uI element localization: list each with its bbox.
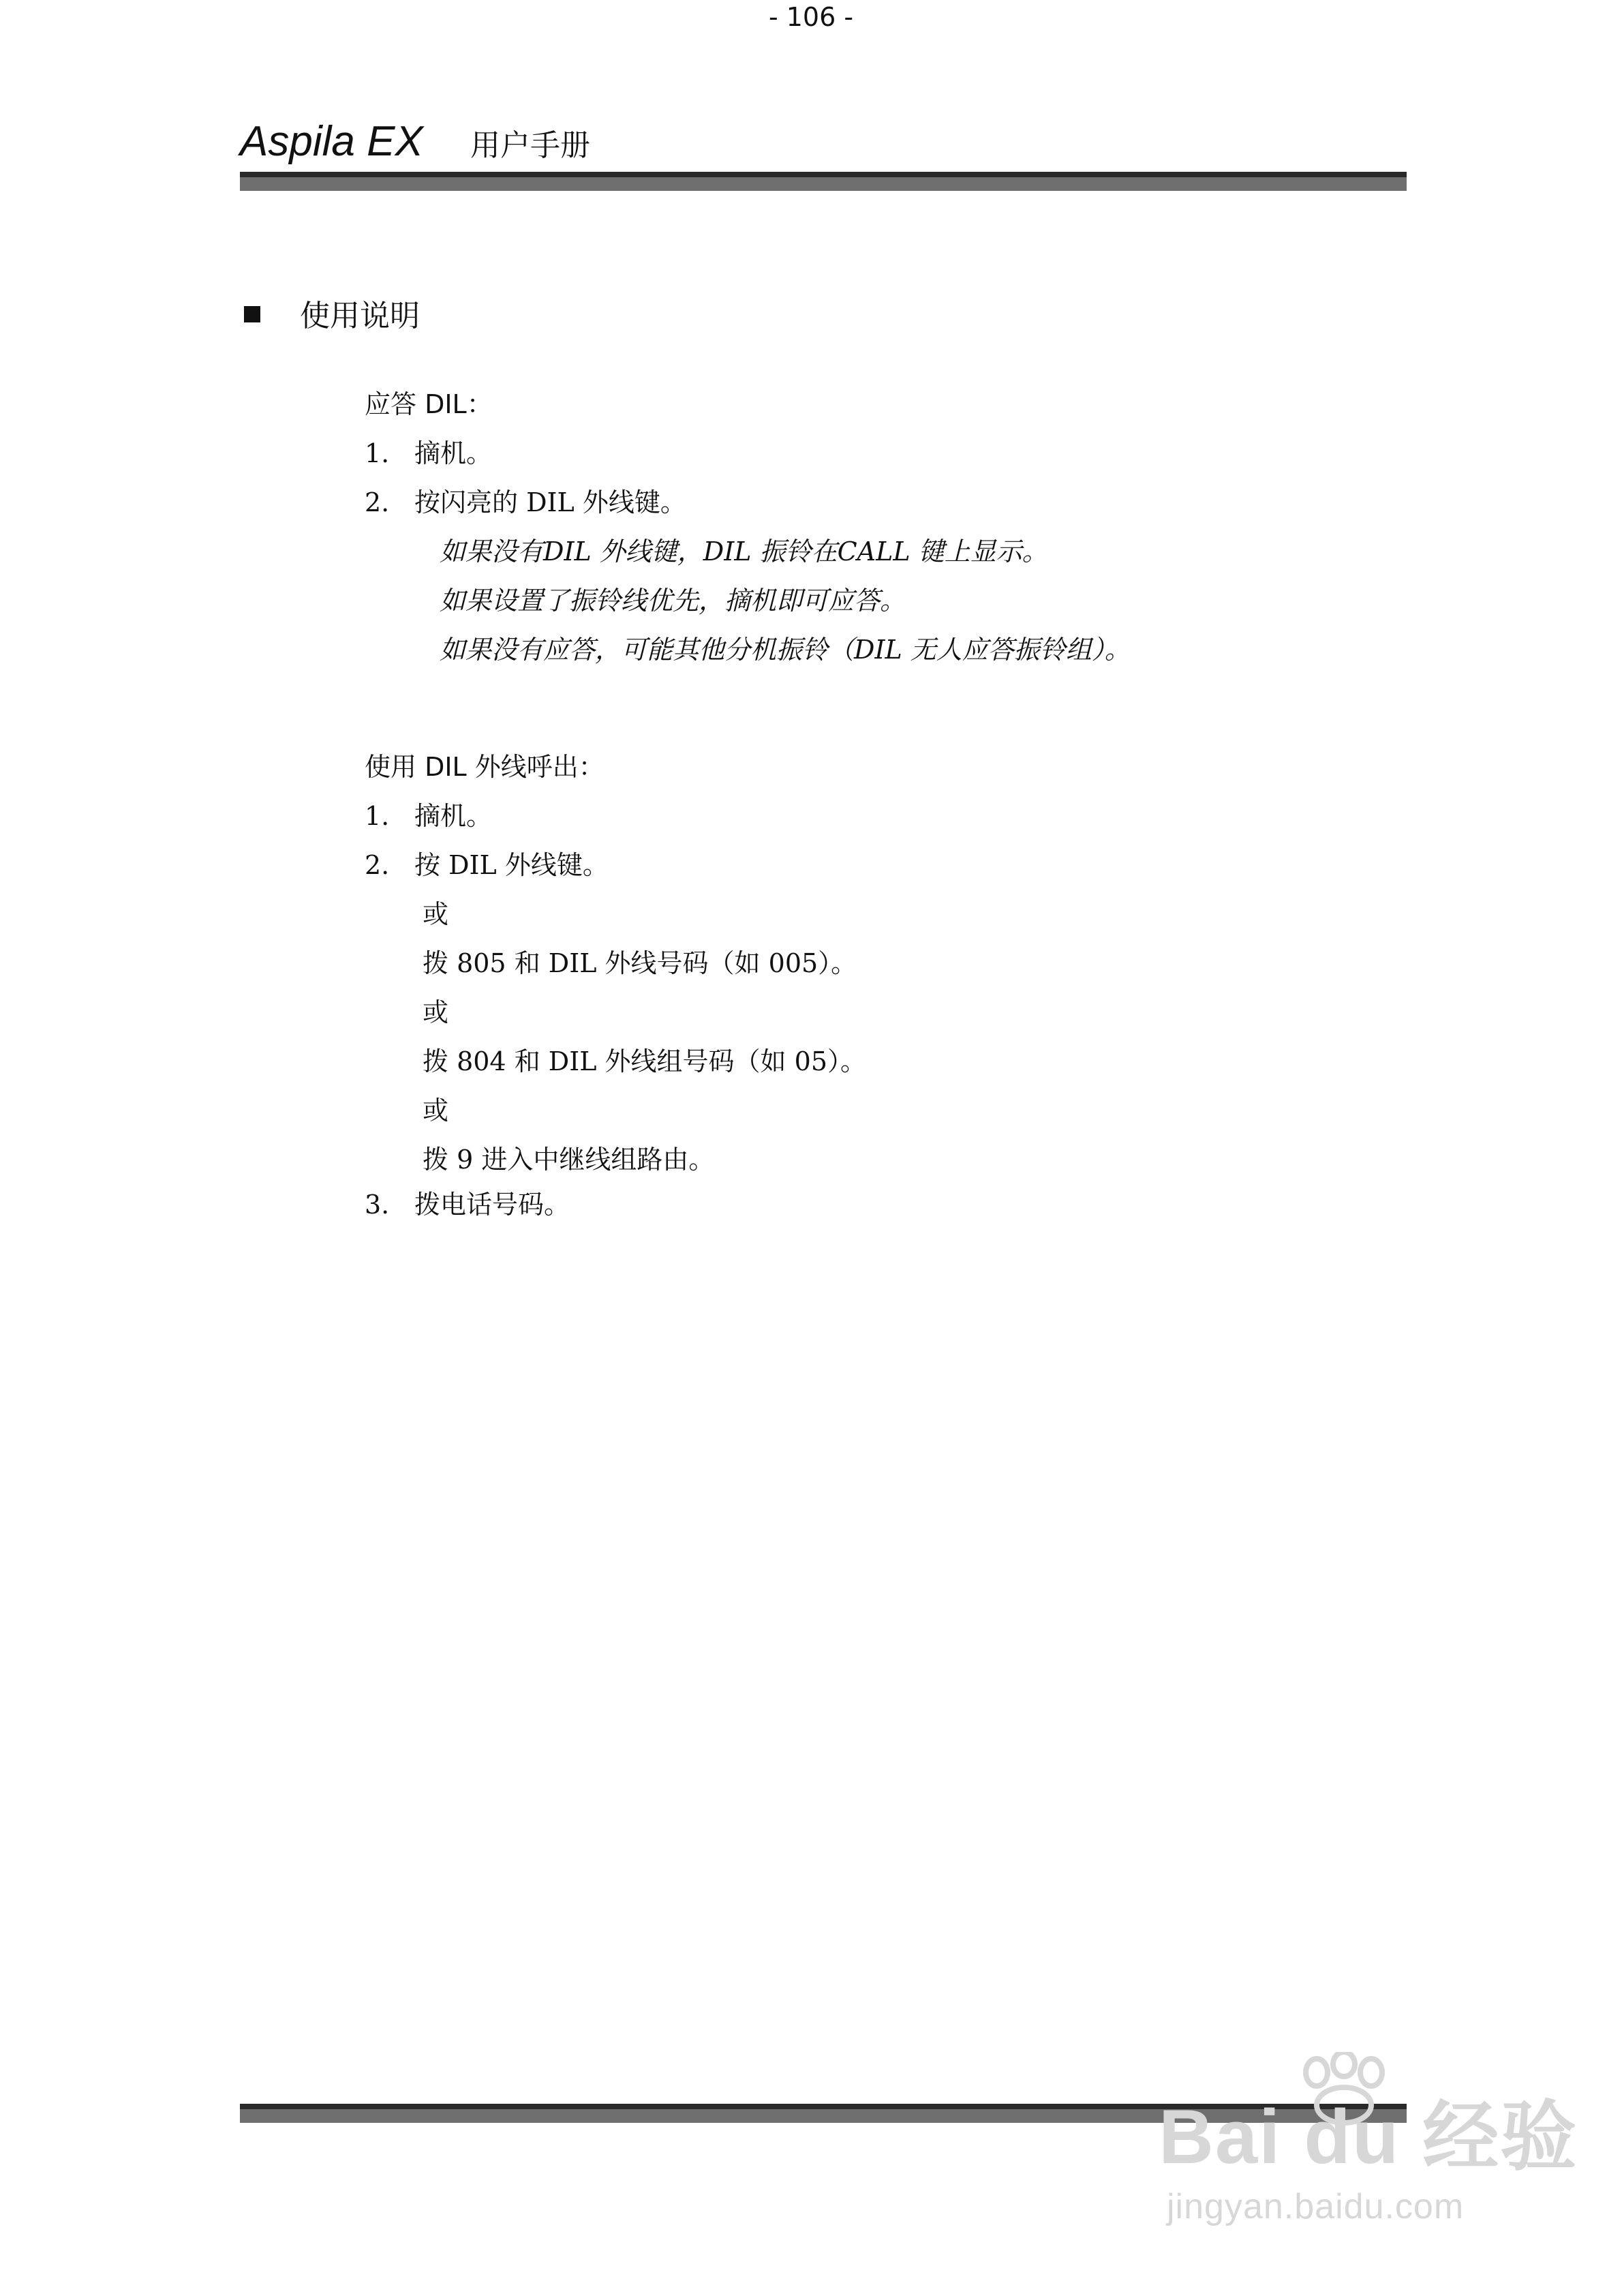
call-step-text: 摘机。 [414,801,493,831]
call-alternative-or: 或 [423,997,449,1027]
answer-step-number: 1. [365,438,390,468]
call-alternative-or: 或 [423,1096,449,1126]
call-step-number: 2. [365,850,390,880]
header-product-name: Aspila EX [240,118,423,165]
call-step-number: 1. [365,801,390,831]
call-alternative-text: 拨 9 进入中继线组路由。 [423,1145,715,1175]
watermark-url: jingyan.baidu.com [1167,2187,1465,2226]
header-manual-title: 用户手册 [470,128,590,163]
answer-step-text: 按闪亮的 DIL 外线键。 [414,487,686,517]
call-step-text: 拨电话号码。 [414,1190,570,1220]
section-bullet-icon [244,306,260,322]
watermark-logo-text: Bai du 经验 [1159,2094,1578,2179]
answer-note: 如果没有DIL 外线键，DIL 振铃在CALL 键上显示。 [440,537,1048,567]
call-step-number: 3. [365,1190,390,1220]
answer-dil-heading: 应答 DIL： [365,389,493,419]
call-alternative-or: 或 [423,899,449,929]
section-title: 使用说明 [300,299,420,333]
answer-note: 如果没有应答，可能其他分机振铃（DIL 无人应答振铃组）。 [440,635,1131,665]
call-alternative-text: 拨 805 和 DIL 外线号码（如 005）。 [423,948,857,978]
call-dil-heading: 使用 DIL 外线呼出： [365,752,605,782]
call-alternative-text: 拨 804 和 DIL 外线组号码（如 05）。 [423,1046,866,1076]
answer-note: 如果设置了振铃线优先，摘机即可应答。 [440,586,906,616]
page-number: - 106 - [768,2,854,32]
answer-step-text: 摘机。 [414,438,493,468]
call-step-text: 按 DIL 外线键。 [414,850,609,880]
answer-step-number: 2. [365,487,390,517]
header-rule [240,172,1407,191]
